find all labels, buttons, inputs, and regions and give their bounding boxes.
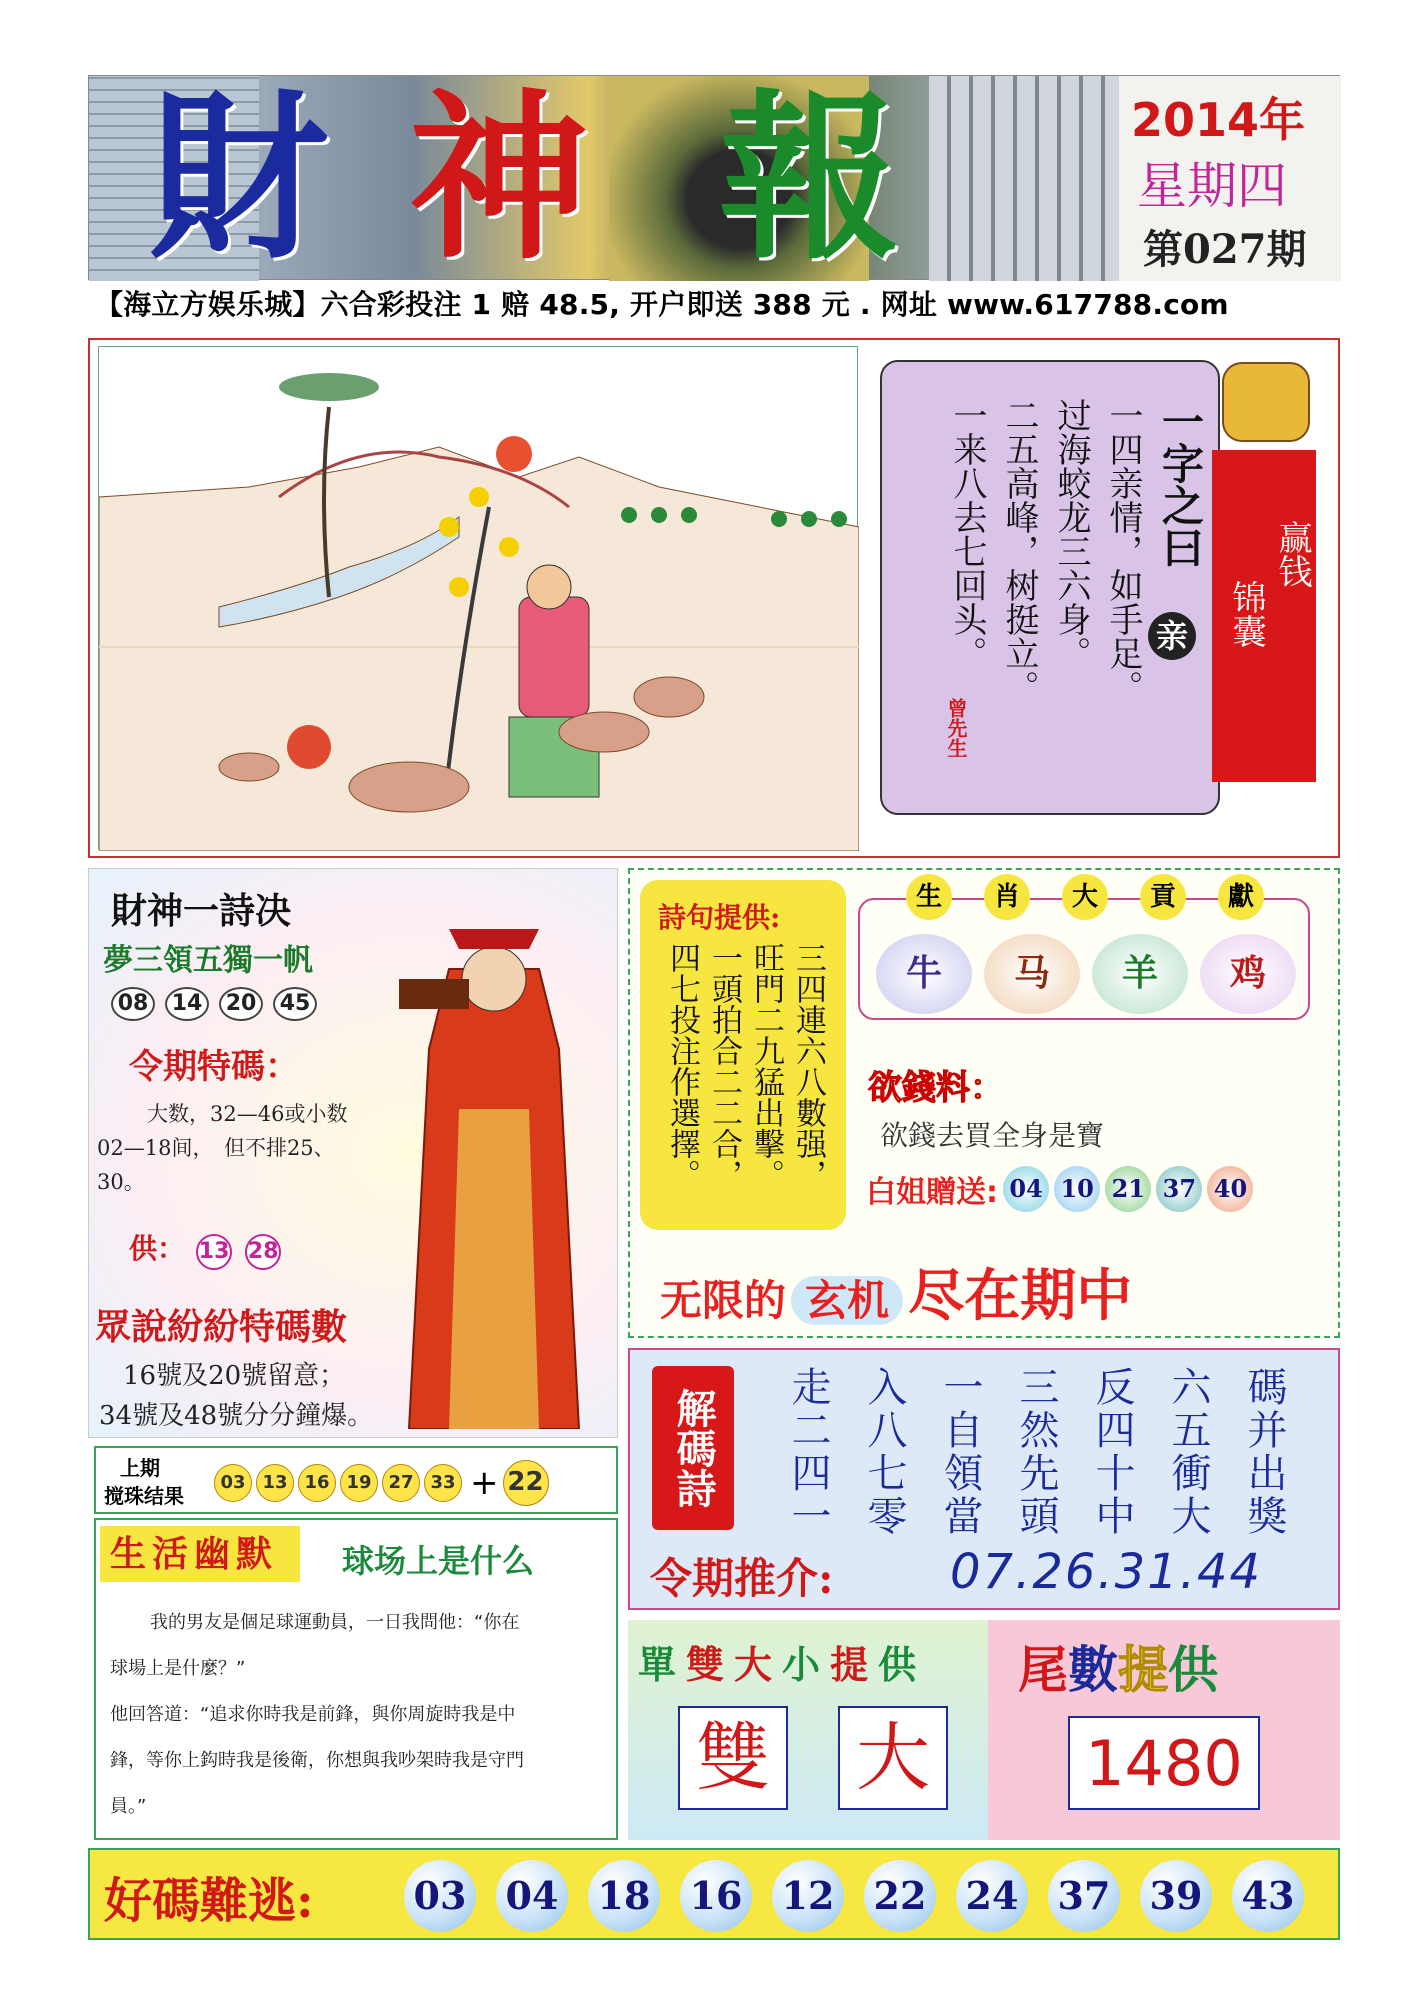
oddeven-title-char: 大: [734, 1642, 773, 1687]
scroll-line-3: 二五高峰，树挺立。: [999, 398, 1039, 704]
last-draw-ball: 33: [424, 1464, 462, 1502]
zodiac-panel: [858, 882, 1310, 1020]
zodiac-title-char: 大: [1062, 874, 1108, 920]
scroll-title-text: 一字之曰: [1156, 400, 1205, 568]
gift-label: 白姐贈送:: [866, 1175, 998, 1210]
goat-icon: 羊: [1092, 934, 1188, 1014]
gourd-icon: [287, 725, 331, 769]
footer-number-ball: 24: [956, 1860, 1028, 1932]
banner-winning: 赢钱: [1272, 520, 1312, 588]
tail-title-char: 供: [1168, 1640, 1218, 1699]
footer-number-ball: 03: [404, 1860, 476, 1932]
saying-title: 眾說紛紛特碼數: [95, 1306, 348, 1348]
jiema-col-1: 走二四一: [785, 1366, 831, 1538]
scroll-line-1: 一四亲情，如手足。: [1103, 398, 1143, 704]
scroll-title: [1150, 400, 1210, 568]
footer-number-ball: 43: [1232, 1860, 1304, 1932]
footer-number-ball: 04: [496, 1860, 568, 1932]
oddeven-title-char: 雙: [686, 1642, 725, 1687]
verse-label: 詩句提供:: [658, 901, 781, 934]
year-text: 2014年: [1131, 93, 1306, 147]
footer-number-ball: 18: [588, 1860, 660, 1932]
last-draw-label-1: 上期: [120, 1456, 160, 1480]
verse-line-3: 一頭拍合二二合，: [706, 942, 742, 1190]
landscape-illustration: [98, 346, 858, 850]
oddeven-value-1: 雙: [678, 1706, 788, 1810]
saying-line-2: 34號及48號分分鐘爆。: [99, 1401, 374, 1431]
masthead: [88, 73, 1340, 284]
last-draw-numbers: [214, 1460, 549, 1506]
verse-panel: [640, 880, 846, 1230]
poem-number-ball: 45: [273, 987, 317, 1021]
gong-row: [129, 1227, 281, 1270]
footer-number-ball: 16: [680, 1860, 752, 1932]
jiema-label: 解碼詩: [652, 1366, 734, 1530]
poem-number-ball: 14: [165, 987, 209, 1021]
landscape-drawing: [99, 347, 859, 851]
footer-number-ball: 39: [1140, 1860, 1212, 1932]
zodiac-title-char: 生: [906, 874, 952, 920]
slogan-part-2: 玄机: [791, 1276, 903, 1325]
slogan: [660, 1252, 1320, 1329]
verse-line-2: 旺門二九猛出擊。: [748, 942, 784, 1190]
riddle-label: 欲錢料：: [868, 1068, 1004, 1108]
masthead-char-2: 神: [409, 73, 590, 284]
ox-icon: 牛: [876, 934, 972, 1014]
last-draw-special-ball: 22: [503, 1460, 549, 1506]
poem-number-ball: 20: [219, 987, 263, 1021]
zodiac-title-char: 獻: [1218, 874, 1264, 920]
tail-title-char: 尾: [1018, 1640, 1068, 1699]
scroll-panel: [880, 360, 1220, 815]
gong-number-ball: 28: [245, 1234, 281, 1270]
tail-value: 1480: [1068, 1716, 1260, 1810]
humor-label: 生活幽默: [100, 1526, 300, 1582]
footer-panel: [88, 1848, 1340, 1940]
footer-numbers: [404, 1860, 1304, 1932]
last-draw-ball: 27: [382, 1464, 420, 1502]
masthead-char-3: 報: [719, 73, 900, 284]
tail-panel: [988, 1620, 1340, 1840]
zodiac-animals: [876, 934, 1296, 1014]
slogan-part-1: 无限的: [660, 1276, 787, 1325]
oddeven-title-char: 小: [782, 1642, 821, 1687]
masthead-char-1: 財: [149, 73, 330, 284]
issue-text: 第027期: [1143, 226, 1307, 273]
slogan-part-3: 尽在期中: [908, 1264, 1133, 1329]
tail-title-char: 數: [1068, 1640, 1118, 1699]
saying-line-1: 16號及20號留意；: [123, 1361, 346, 1391]
humor-line-4: 鋒，等你上鈎時我是後衛，你想與我吵架時我是守門: [110, 1750, 524, 1771]
oddeven-title: [638, 1634, 916, 1689]
verse-line-4: 四七投注作選擇。: [664, 942, 700, 1190]
special-text: 大数，32—46或小数02—18间， 但不排25、30。: [97, 1102, 348, 1194]
man-figure: [519, 597, 589, 717]
last-draw-panel: [94, 1446, 618, 1514]
date-panel: [1119, 76, 1341, 281]
oddeven-title-char: 供: [878, 1642, 917, 1687]
humor-title: 球场上是什么: [342, 1542, 535, 1580]
jiema-col-2: 入八七零: [861, 1366, 907, 1538]
money-bag-icon: [1222, 362, 1310, 442]
rooster-icon: 鸡: [1200, 934, 1296, 1014]
horse-icon: 马: [984, 934, 1080, 1014]
riddle-text: 欲錢去買全身是寶: [880, 1119, 1105, 1152]
verse-line-1: 三四連六八數强，: [790, 942, 826, 1190]
god-of-wealth-figure: [389, 909, 599, 1429]
jiema-panel: [628, 1348, 1340, 1610]
footer-number-ball: 37: [1048, 1860, 1120, 1932]
gift-number-ball: 21: [1105, 1166, 1151, 1212]
last-draw-label-2: 搅珠结果: [104, 1484, 184, 1508]
gong-number-ball: 13: [196, 1234, 232, 1270]
poem-subtitle: 夢三領五獨一帆: [103, 943, 313, 978]
scroll-line-4: 一来八去七回头。: [947, 398, 987, 670]
scroll-line-2: 过海蛟龙三六身。: [1051, 398, 1091, 670]
jiema-col-7: 碼并出獎: [1241, 1366, 1287, 1538]
recommend-label: 令期推介:: [650, 1554, 834, 1603]
last-draw-plus: +: [470, 1463, 499, 1503]
oddeven-title-char: 提: [830, 1642, 869, 1687]
zodiac-title-char: 貢: [1140, 874, 1186, 920]
gift-number-ball: 10: [1054, 1166, 1100, 1212]
tail-title-char: 提: [1118, 1640, 1168, 1699]
oddeven-title-char: 單: [638, 1642, 677, 1687]
gift-number-ball: 40: [1207, 1166, 1253, 1212]
footer-number-ball: 22: [864, 1860, 936, 1932]
jiema-col-4: 三然先頭: [1013, 1366, 1059, 1538]
footer-number-ball: 12: [772, 1860, 844, 1932]
humor-panel: [94, 1518, 618, 1840]
jiema-col-3: 一自領當: [937, 1366, 983, 1538]
poem-number-ball: 08: [111, 987, 155, 1021]
humor-line-1: 我的男友是個足球運動員，一日我問他：“你在: [150, 1612, 520, 1633]
banner-jinnang: 锦囊: [1226, 580, 1266, 648]
humor-line-3: 他回答道：“追求你時我是前鋒，與你周旋時我是中: [110, 1704, 516, 1725]
last-draw-ball: 16: [298, 1464, 336, 1502]
subheader-ad: 【海立方娱乐城】六合彩投注 1 赔 48.5, 开户即送 388 元 . 网址 www.617788.com: [95, 288, 1229, 321]
gift-number-ball: 37: [1156, 1166, 1202, 1212]
gong-label: 供：: [129, 1232, 186, 1265]
last-draw-ball: 19: [340, 1464, 378, 1502]
banner-red: [1212, 450, 1316, 782]
weekday-text: 星期四: [1137, 157, 1287, 215]
scroll-author: 曾先生: [944, 698, 968, 758]
footer-label: 好碼難逃:: [104, 1873, 314, 1929]
gift-number-ball: 04: [1003, 1166, 1049, 1212]
oddeven-panel: [628, 1620, 988, 1840]
poem-numbers: [111, 987, 317, 1021]
humor-line-5: 員。”: [110, 1796, 147, 1817]
last-draw-ball: 03: [214, 1464, 252, 1502]
poem-panel: [88, 868, 618, 1438]
special-label: 令期特碼：: [129, 1047, 299, 1087]
zodiac-title: [906, 874, 1264, 920]
jiema-col-6: 六五衝大: [1165, 1366, 1211, 1538]
scroll-title-char: 亲: [1148, 612, 1196, 660]
humor-line-2: 球場上是什麼？”: [110, 1658, 246, 1679]
gift-row: [866, 1166, 1253, 1212]
zodiac-title-char: 肖: [984, 874, 1030, 920]
oddeven-value-2: 大: [838, 1706, 948, 1810]
poem-title: 財神一詩决: [111, 890, 292, 932]
last-draw-ball: 13: [256, 1464, 294, 1502]
recommend-numbers: 07.26.31.44: [950, 1544, 1263, 1600]
tail-title: [1018, 1630, 1218, 1702]
jiema-col-5: 反四十中: [1089, 1366, 1135, 1538]
